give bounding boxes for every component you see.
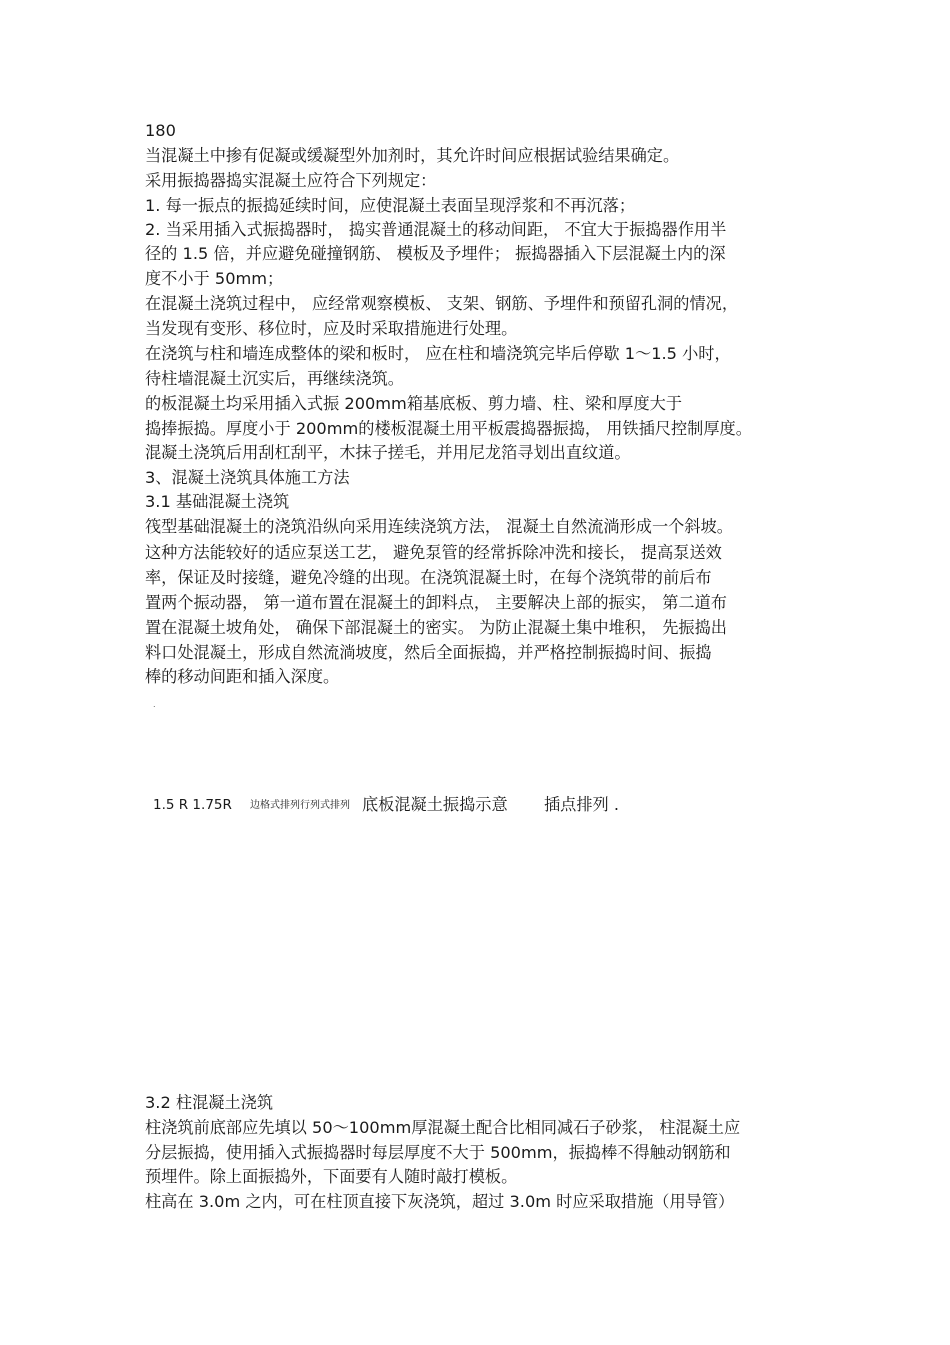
- figure-pattern-labels: 边格式排列行列式排列: [250, 800, 350, 811]
- body-line: 径的 1.5 倍，并应避免碰撞钢筋、 模板及予埋件； 振捣器插入下层混凝土内的深: [145, 244, 726, 263]
- body-line: 率，保证及时接缝，避免冷缝的出现。在浇筑混凝土时，在每个浇筑带的前后布: [145, 568, 712, 587]
- body-line: 料口处混凝土，形成自然流淌坡度，然后全面振捣，并严格控制振捣时间、振捣: [145, 643, 712, 662]
- body-line: 采用振捣器捣实混凝土应符合下列规定：: [145, 171, 437, 190]
- body-line: 筏型基础混凝土的浇筑沿纵向采用连续浇筑方法， 混凝土自然流淌形成一个斜坡。: [145, 517, 733, 536]
- section-heading: 3、混凝土浇筑具体施工方法: [145, 468, 350, 487]
- body-line: 柱浇筑前底部应先填以 50～100mm厚混凝土配合比相同减石子砂浆， 柱混凝土应: [145, 1118, 741, 1137]
- figure-subtitle: 插点排列 .: [544, 795, 620, 814]
- body-line: 的板混凝土均采用插入式振 200mm箱基底板、剪力墙、柱、梁和厚度大于: [145, 394, 683, 413]
- body-line: 1. 每一振点的振捣延续时间，应使混凝土表面呈现浮浆和不再沉落；: [145, 196, 636, 215]
- body-line: 置两个振动器， 第一道布置在混凝土的卸料点， 主要解决上部的振实， 第二道布: [145, 593, 727, 612]
- body-line: 这种方法能较好的适应泵送工艺， 避免泵管的经常拆除冲洗和接长， 提高泵送效: [145, 543, 722, 562]
- body-line: 预埋件。除上面振捣外，下面要有人随时敲打模板。: [145, 1167, 518, 1186]
- body-line: 待柱墙混凝土沉实后，再继续浇筑。: [145, 369, 404, 388]
- body-line: 混凝土浇筑后用刮杠刮平，木抹子搓毛，并用尼龙箔寻划出直纹道。: [145, 443, 631, 462]
- figure-title: 底板混凝土振捣示意: [362, 795, 508, 814]
- figure-caption: [0, 794, 950, 818]
- page-number: 180: [145, 121, 176, 140]
- body-line: 在浇筑与柱和墙连成整体的梁和板时， 应在柱和墙浇筑完毕后停歇 1～1.5 小时，: [145, 344, 731, 363]
- body-line: 2. 当采用插入式振捣器时， 捣实普通混凝土的移动间距， 不宜大于振捣器作用半: [145, 220, 727, 239]
- body-line: 当混凝土中掺有促凝或缓凝型外加剂时，其允许时间应根据试验结果确定。: [145, 146, 680, 165]
- body-line: 分层振捣，使用插入式振捣器时每层厚度不大于 500mm，振捣棒不得触动钢筋和: [145, 1143, 731, 1162]
- subsection-heading: 3.2 柱混凝土浇筑: [145, 1093, 274, 1112]
- figure-marker: .: [153, 700, 156, 709]
- body-line: 柱高在 3.0m 之内，可在柱顶直接下灰浇筑，超过 3.0m 时应采取措施（用导管）: [145, 1192, 735, 1211]
- body-line: 当发现有变形、移位时，应及时采取措施进行处理。: [145, 319, 518, 338]
- body-line: 捣捧振捣。厚度小于 200mm的楼板混凝土用平板震捣器振捣， 用铁插尺控制厚度。: [145, 419, 752, 438]
- body-line: 在混凝土浇筑过程中， 应经常观察模板、 支架、钢筋、予埋件和预留孔洞的情况，: [145, 294, 739, 313]
- body-line: 度不小于 50mm；: [145, 269, 284, 288]
- body-line: 棒的移动间距和插入深度。: [145, 667, 340, 686]
- body-line: 置在混凝土坡角处， 确保下部混凝土的密实。 为防止混凝土集中堆积， 先振捣出: [145, 618, 727, 637]
- figure-radius-labels: 1.5 R 1.75R: [153, 797, 232, 813]
- subsection-heading: 3.1 基础混凝土浇筑: [145, 492, 290, 511]
